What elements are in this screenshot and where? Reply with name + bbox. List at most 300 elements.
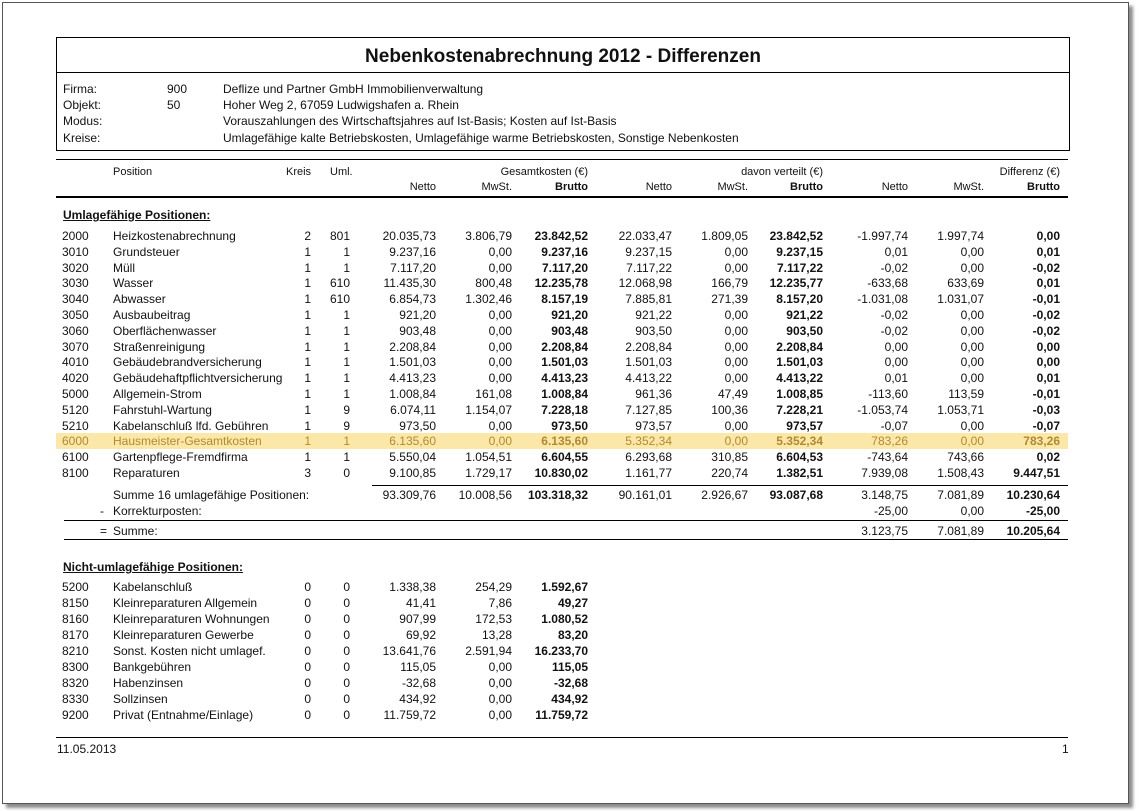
- row-value: 11.759,72: [535, 708, 588, 722]
- total-label: Summe:: [113, 524, 158, 538]
- row-value: 0,00: [724, 260, 748, 275]
- row-value: 1.008,84: [389, 387, 436, 401]
- row-uml: 610: [329, 292, 350, 307]
- row-value: 6.135,60: [541, 434, 588, 449]
- row-kreis: 3: [304, 466, 311, 480]
- row-kreis: 0: [304, 596, 311, 610]
- row-value: 16.233,70: [534, 644, 588, 658]
- row-value: 4.413,22: [625, 371, 672, 386]
- row-number: 2000: [62, 229, 89, 243]
- row-value: 0,00: [488, 323, 512, 338]
- row-kreis: 0: [304, 580, 311, 594]
- footer-date: 11.05.2013: [57, 742, 117, 756]
- row-uml: 0: [343, 708, 350, 722]
- table-row: [56, 386, 1068, 402]
- row-value: 6.293,68: [625, 450, 672, 465]
- row-value: 0,00: [488, 355, 512, 370]
- row-value: 973,50: [551, 418, 588, 433]
- row-value: 23.842,52: [769, 229, 823, 243]
- row-number: 9200: [62, 708, 89, 722]
- table-row: [56, 418, 1068, 434]
- row-value: -1.997,74: [857, 229, 908, 243]
- row-value: 2.208,84: [776, 339, 823, 354]
- korr-sign: -: [100, 504, 104, 518]
- table-row: [56, 402, 1068, 418]
- table-row: [56, 449, 1068, 465]
- row-uml: 1: [343, 371, 350, 386]
- row-value: 113,59: [948, 387, 984, 401]
- table-row: [56, 291, 1068, 307]
- row-value: 921,20: [399, 308, 436, 322]
- row-value: 7,86: [488, 596, 512, 610]
- row-value: 7.228,18: [541, 402, 588, 417]
- row-number: 8330: [62, 692, 89, 706]
- row-value: 903,50: [786, 323, 823, 338]
- table-row: [56, 675, 1068, 691]
- row-value: 0,00: [488, 708, 512, 722]
- row-value: 0,00: [724, 308, 748, 322]
- row-value: 1.501,03: [776, 355, 823, 370]
- row-value: 161,08: [475, 387, 512, 401]
- row-value: 973,57: [786, 418, 823, 433]
- row-value: 10.830,02: [534, 466, 588, 480]
- row-number: 3060: [62, 323, 89, 338]
- row-value: 12.235,78: [534, 276, 588, 291]
- table-row: [56, 323, 1068, 339]
- row-value: -743,64: [867, 450, 908, 465]
- row-position: Bankgebühren: [113, 660, 192, 674]
- row-kreis: 0: [304, 660, 311, 674]
- row-value: -0,02: [1032, 308, 1060, 322]
- sum-brutto-1: 103.318,32: [527, 488, 588, 502]
- row-kreis: 1: [304, 418, 311, 433]
- sum-mwst-1: 10.008,56: [458, 488, 512, 502]
- row-value: 4.413,23: [541, 371, 588, 386]
- row-value: 6.604,53: [776, 450, 823, 465]
- row-value: 6.604,55: [541, 450, 588, 465]
- row-uml: 1: [343, 387, 350, 401]
- row-value: 0,00: [488, 371, 512, 386]
- row-value: 11.435,30: [383, 276, 436, 291]
- sum-netto-2: 90.161,01: [618, 488, 672, 502]
- row-value: 0,00: [1036, 355, 1060, 370]
- table-row: [56, 707, 1068, 723]
- row-value: 0,00: [1036, 229, 1060, 243]
- header-netto-1: Netto: [409, 181, 436, 193]
- row-kreis: 1: [304, 450, 311, 465]
- row-number: 3040: [62, 292, 89, 307]
- table-row: [56, 433, 1068, 449]
- table-row: [56, 465, 1068, 481]
- row-value: -0,02: [1032, 323, 1060, 338]
- row-value: 8.157,19: [541, 292, 588, 307]
- row-value: 434,92: [551, 692, 588, 706]
- row-value: 0,01: [1036, 276, 1060, 291]
- row-kreis: 0: [304, 628, 311, 642]
- row-uml: 1: [343, 244, 350, 259]
- row-number: 8160: [62, 612, 89, 626]
- row-value: 2.208,84: [541, 339, 588, 354]
- row-value: 271,39: [711, 292, 748, 307]
- row-value: 7.939,08: [861, 466, 908, 480]
- row-value: 100,36: [711, 402, 748, 417]
- row-value: 0,00: [488, 434, 512, 449]
- header-netto-2: Netto: [645, 181, 672, 193]
- row-number: 5200: [62, 580, 89, 594]
- footer-divider: [56, 737, 1068, 738]
- korr-mwst: 0,00: [960, 504, 984, 518]
- row-uml: 801: [329, 229, 350, 243]
- row-number: 6000: [62, 434, 89, 449]
- row-number: 5000: [62, 387, 89, 401]
- row-position: Habenzinsen: [113, 676, 184, 690]
- row-kreis: 0: [304, 692, 311, 706]
- row-number: 3070: [62, 339, 89, 354]
- header-mwst-1: MwSt.: [481, 181, 512, 193]
- report-title: Nebenkostenabrechnung 2012 - Differenzen: [56, 37, 1070, 73]
- row-number: 6100: [62, 450, 89, 465]
- row-uml: 0: [343, 660, 350, 674]
- info-code: 900: [167, 82, 188, 96]
- row-value: 921,20: [551, 308, 588, 322]
- row-value: 115,05: [400, 660, 436, 674]
- row-value: 12.235,77: [769, 276, 823, 291]
- info-value: Umlagefähige kalte Betriebskosten, Umlagefähige warme Betriebskosten, Sonstige Nebenkosten: [223, 131, 739, 145]
- row-value: 1.501,03: [541, 355, 588, 370]
- row-position: Sollzinsen: [113, 692, 168, 706]
- row-value: 9.237,15: [776, 244, 823, 259]
- info-value: Vorauszahlungen des Wirtschaftsjahres auf Ist-Basis; Kosten auf Ist-Basis: [223, 114, 617, 128]
- row-value: 4.413,22: [776, 371, 823, 386]
- row-value: 0,00: [960, 418, 984, 433]
- row-value: 633,69: [947, 276, 984, 291]
- row-value: 220,74: [711, 466, 748, 480]
- row-uml: 9: [343, 418, 350, 433]
- row-number: 4020: [62, 371, 89, 386]
- row-uml: 1: [343, 308, 350, 322]
- row-value: 5.352,34: [625, 434, 672, 449]
- total-row: [56, 523, 1068, 539]
- row-position: Allgemein-Strom: [113, 387, 202, 401]
- row-kreis: 0: [304, 708, 311, 722]
- row-value: 0,00: [960, 434, 984, 449]
- row-value: 6.074,11: [390, 402, 436, 417]
- row-value: 1.809,05: [701, 229, 748, 243]
- row-position: Müll: [113, 260, 136, 275]
- row-position: Kleinreparaturen Allgemein: [113, 596, 258, 610]
- row-value: 4.413,23: [389, 371, 436, 386]
- row-value: 0,00: [724, 418, 748, 433]
- row-value: -0,07: [880, 418, 908, 433]
- row-number: 3030: [62, 276, 89, 291]
- korr-row: [56, 503, 1068, 519]
- row-position: Fahrstuhl-Wartung: [113, 402, 212, 417]
- row-value: 20.035,73: [382, 229, 436, 243]
- info-code: 50: [167, 98, 181, 112]
- row-value: 23.842,52: [534, 229, 588, 243]
- sum-divider: [372, 485, 1068, 486]
- row-value: 0,01: [1036, 371, 1060, 386]
- row-position: Kabelanschluß: [113, 580, 193, 594]
- row-position: Heizkostenabrechnung: [113, 229, 236, 243]
- header-differenz: Differenz (€): [999, 166, 1060, 178]
- row-kreis: 1: [304, 339, 311, 354]
- row-kreis: 1: [304, 371, 311, 386]
- row-value: 973,57: [635, 418, 672, 433]
- table-row: [56, 691, 1068, 707]
- row-value: 8.157,20: [776, 292, 823, 307]
- table-row: [56, 275, 1068, 291]
- row-value: 166,79: [711, 276, 748, 291]
- row-value: 0,00: [960, 308, 984, 322]
- row-position: Hausmeister-Gesamtkosten: [113, 434, 262, 449]
- header-netto-3: Netto: [881, 181, 908, 193]
- info-label: Modus:: [63, 114, 103, 128]
- row-value: 115,05: [551, 660, 588, 674]
- row-uml: 0: [343, 644, 350, 658]
- row-value: 0,00: [724, 244, 748, 259]
- row-position: Straßenreinigung: [113, 339, 206, 354]
- row-position: Privat (Entnahme/Einlage): [113, 708, 254, 722]
- sum-netto-3: 3.148,75: [861, 488, 908, 502]
- row-value: 7.228,21: [776, 402, 823, 417]
- table-row: [56, 307, 1068, 323]
- row-value: 783,26: [871, 434, 908, 449]
- row-kreis: 1: [304, 244, 311, 259]
- row-number: 4010: [62, 355, 89, 370]
- row-uml: 1: [343, 355, 350, 370]
- row-uml: 0: [343, 612, 350, 626]
- row-value: 1.161,77: [625, 466, 672, 480]
- row-value: 0,00: [488, 418, 512, 433]
- row-uml: 0: [343, 628, 350, 642]
- row-kreis: 1: [304, 387, 311, 401]
- sum-mwst-3: 7.081,89: [937, 488, 984, 502]
- row-value: -0,07: [1032, 418, 1060, 433]
- row-value: 0,00: [488, 676, 512, 690]
- info-label: Kreise:: [63, 131, 101, 145]
- row-uml: 1: [343, 339, 350, 354]
- total-netto: 3.123,75: [861, 524, 908, 538]
- row-value: -1.031,08: [857, 292, 908, 307]
- info-box: [56, 71, 1070, 151]
- header-position: Position: [113, 166, 153, 178]
- row-value: 49,27: [557, 596, 588, 610]
- header-verteilt: davon verteilt (€): [741, 166, 823, 178]
- row-value: 921,22: [786, 308, 823, 322]
- row-value: 13,28: [481, 628, 512, 642]
- total-mwst: 7.081,89: [937, 524, 984, 538]
- sum-brutto-3: 10.230,64: [1006, 488, 1060, 502]
- row-value: 0,00: [724, 339, 748, 354]
- row-kreis: 1: [304, 292, 311, 307]
- row-value: 6.135,60: [389, 434, 436, 449]
- row-number: 5120: [62, 402, 89, 417]
- table-row: [56, 595, 1068, 611]
- info-value: Deflize und Partner GmbH Immobilienverwaltung: [223, 82, 484, 96]
- row-value: 7.117,20: [390, 260, 436, 275]
- table-row: [56, 228, 1068, 244]
- header-uml: Uml.: [330, 166, 353, 178]
- section-title-umlagefaehig: Umlagefähige Positionen:: [63, 208, 211, 222]
- row-position: Abwasser: [113, 292, 166, 307]
- header-mwst-3: MwSt.: [953, 181, 984, 193]
- row-value: 0,00: [724, 371, 748, 386]
- row-value: 0,00: [488, 308, 512, 322]
- row-value: 0,00: [488, 692, 512, 706]
- row-kreis: 2: [304, 229, 311, 243]
- row-value: 903,48: [551, 323, 588, 338]
- row-value: -0,02: [1032, 260, 1060, 275]
- row-value: 973,50: [399, 418, 436, 433]
- row-number: 3050: [62, 308, 89, 322]
- row-value: 434,92: [399, 692, 436, 706]
- row-value: 783,26: [1023, 434, 1060, 449]
- table-row: [56, 611, 1068, 627]
- row-value: 0,00: [960, 371, 984, 386]
- row-uml: 0: [343, 580, 350, 594]
- row-value: 907,99: [399, 612, 436, 626]
- row-value: 1.997,74: [937, 229, 984, 243]
- korr-netto: -25,00: [873, 504, 908, 518]
- row-value: 1.054,51: [465, 450, 512, 465]
- row-value: 0,00: [884, 355, 908, 370]
- row-value: 254,29: [475, 580, 512, 594]
- row-value: 11.759,72: [383, 708, 436, 722]
- row-value: -0,01: [1032, 387, 1060, 401]
- row-value: 1.031,07: [937, 292, 984, 307]
- table-row: [56, 260, 1068, 276]
- header-gesamtkosten: Gesamtkosten (€): [500, 166, 588, 178]
- row-kreis: 1: [304, 276, 311, 291]
- section-title-nicht-umlagefaehig: Nicht-umlagefähige Positionen:: [63, 560, 244, 574]
- row-value: 172,53: [475, 612, 512, 626]
- header-brutto-2: Brutto: [790, 181, 823, 193]
- row-kreis: 1: [304, 308, 311, 322]
- row-value: 9.447,51: [1013, 466, 1060, 480]
- row-number: 3020: [62, 260, 89, 275]
- row-value: 0,02: [1036, 450, 1060, 465]
- row-kreis: 1: [304, 434, 311, 449]
- row-value: 0,00: [488, 660, 512, 674]
- row-position: Reparaturen: [113, 466, 180, 480]
- sum-label: Summe 16 umlagefähige Positionen:: [113, 488, 310, 502]
- row-value: 1.302,46: [465, 292, 512, 307]
- row-value: 0,00: [960, 244, 984, 259]
- row-value: 22.033,47: [618, 229, 672, 243]
- row-position: Sonst. Kosten nicht umlagef.: [113, 644, 266, 658]
- row-number: 8300: [62, 660, 89, 674]
- row-value: 1.592,67: [541, 580, 588, 594]
- table-row: [56, 370, 1068, 386]
- row-value: 6.854,73: [389, 292, 436, 307]
- row-value: -32,68: [401, 676, 436, 690]
- header-mwst-2: MwSt.: [717, 181, 748, 193]
- row-value: 0,00: [960, 323, 984, 338]
- row-value: 47,49: [717, 387, 748, 401]
- row-value: 1.080,52: [541, 612, 588, 626]
- row-value: 9.100,85: [389, 466, 436, 480]
- row-position: Gebäudebrandversicherung: [113, 355, 262, 370]
- header-brutto-3: Brutto: [1027, 181, 1060, 193]
- row-value: -633,68: [867, 276, 908, 291]
- row-number: 8320: [62, 676, 89, 690]
- row-value: 12.068,98: [618, 276, 672, 291]
- row-value: 961,36: [635, 387, 672, 401]
- row-value: 9.237,16: [389, 244, 436, 259]
- table-row: [56, 659, 1068, 675]
- row-value: 9.237,16: [541, 244, 588, 259]
- row-kreis: 1: [304, 260, 311, 275]
- row-value: 310,85: [711, 450, 748, 465]
- sum-mwst-2: 2.926,67: [701, 488, 748, 502]
- row-value: 1.053,71: [937, 402, 984, 417]
- row-number: 5210: [62, 418, 89, 433]
- row-number: 8210: [62, 644, 89, 658]
- korr-brutto: -25,00: [1025, 504, 1060, 518]
- row-position: Oberflächenwasser: [113, 323, 217, 338]
- row-value: -0,01: [1032, 292, 1060, 307]
- row-value: 0,00: [488, 260, 512, 275]
- row-uml: 9: [343, 402, 350, 417]
- total-brutto: 10.205,64: [1006, 524, 1060, 538]
- row-uml: 0: [343, 692, 350, 706]
- total-divider: [64, 520, 1068, 521]
- row-value: 1.008,84: [541, 387, 588, 401]
- table-row: [56, 339, 1068, 355]
- row-kreis: 0: [304, 644, 311, 658]
- row-value: 1.501,03: [389, 355, 436, 370]
- row-position: Ausbaubeitrag: [113, 308, 191, 322]
- row-value: 1.382,51: [776, 466, 823, 480]
- row-value: 1.729,17: [465, 466, 512, 480]
- header-brutto-1: Brutto: [555, 181, 588, 193]
- row-position: Gebäudehaftpflichtversicherung: [113, 371, 283, 386]
- row-value: 1.008,85: [776, 387, 823, 401]
- info-label: Firma:: [63, 82, 97, 96]
- row-position: Grundsteuer: [113, 244, 180, 259]
- row-number: 3010: [62, 244, 89, 259]
- row-value: 83,20: [557, 628, 588, 642]
- row-value: -0,02: [880, 308, 908, 322]
- row-number: 8150: [62, 596, 89, 610]
- sum-brutto-2: 93.087,68: [769, 488, 823, 502]
- row-value: 0,00: [960, 339, 984, 354]
- row-value: 7.117,22: [776, 260, 823, 275]
- row-kreis: 0: [304, 612, 311, 626]
- row-value: 7.885,81: [625, 292, 672, 307]
- row-uml: 0: [343, 596, 350, 610]
- row-uml: 0: [343, 676, 350, 690]
- table-row: [56, 643, 1068, 659]
- row-value: 7.117,20: [541, 260, 588, 275]
- row-value: 5.550,04: [389, 450, 436, 465]
- table-header: [56, 159, 1068, 198]
- row-value: 800,48: [475, 276, 512, 291]
- table-row: [56, 579, 1068, 595]
- row-value: 3.806,79: [465, 229, 512, 243]
- row-position: Kleinreparaturen Wohnungen: [113, 612, 270, 626]
- row-value: -113,60: [868, 387, 908, 401]
- row-value: 0,00: [724, 323, 748, 338]
- row-value: -0,02: [880, 323, 908, 338]
- row-kreis: 0: [304, 676, 311, 690]
- row-value: 921,22: [635, 308, 672, 322]
- table-row: [56, 244, 1068, 260]
- row-value: 41,41: [405, 596, 436, 610]
- row-kreis: 1: [304, 402, 311, 417]
- sum-row: [56, 487, 1068, 503]
